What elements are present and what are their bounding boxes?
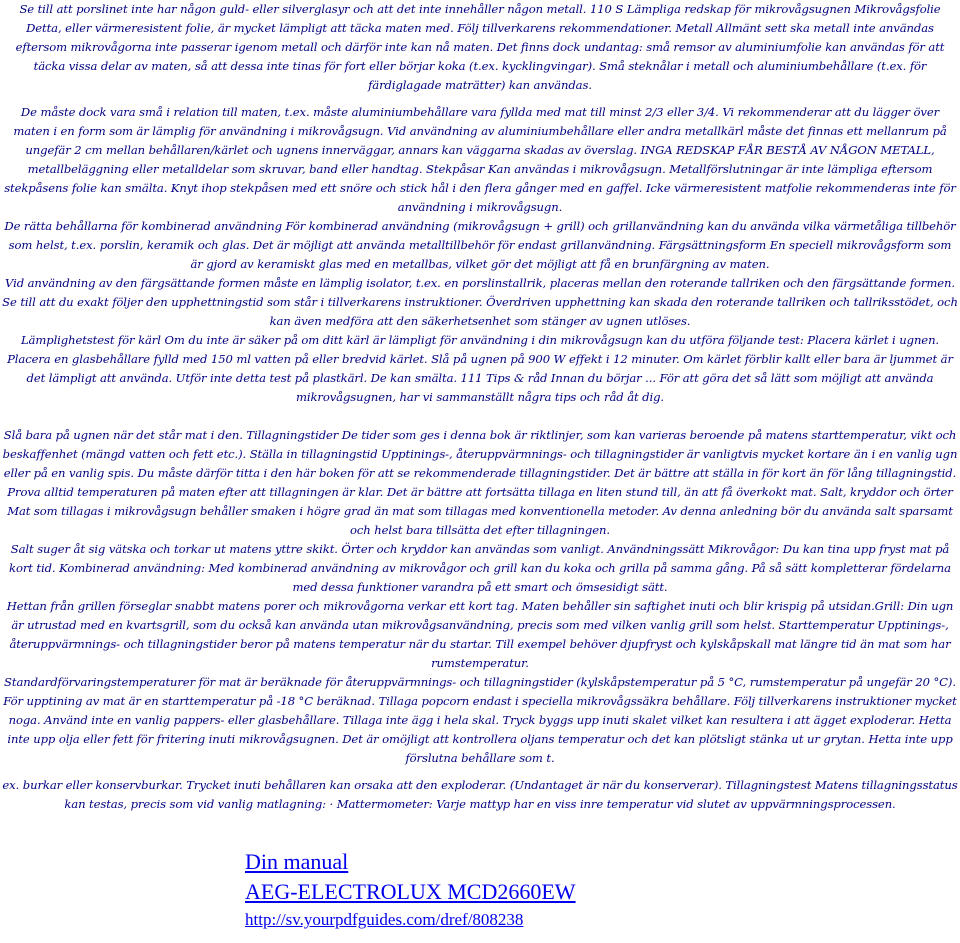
paragraph-temperatures: Standardförvaringstemperaturer för mat är beräknade för återuppvärmnings- och tillagningstider (kylskåpstemperatur på 5 °C, rumstemperatur på ungefär 20 °C). För upptining av mat är en starttemperatur på -18 °C beräknad. Tillaga popcorn endast i speciella mikrovågssäkra behållare. Följ tillverkarens instruktioner mycket noga. Använd inte en vanlig pappers- eller glasbehållare. Tillaga inte ägg i hela skal. Tryck byggs upp inuti skalet vilket kan resultera i att ägget exploderar. Hetta inte upp olja eller fett för fritering inuti mikrovågsugnen. Det är omöjligt att kontrollera oljans temperatur och det kan plötsligt stänka ut ur grytan. Hetta inte upp förslutna behållare som t. bbox=[3, 675, 957, 765]
paragraph-combined-containers: De rätta behållarna för kombinerad användning För kombinerad användning (mikrovågsugn + grill) och grillanvändning kan du använda vilka värmetåliga tillbehör som helst, t.ex. porslin, keramik och glas. Det är möjligt att använda metalltillbehör för endast grillanvändning. Färgsättningsform En speciell mikrovågsform som är gjord av keramiskt glas med en metallbas, vilket gör det möjligt att få en brunfärgning av maten. bbox=[4, 219, 956, 271]
paragraph-cooking-test: ex. burkar eller konservburkar. Trycket inuti behållaren kan orsaka att den exploderar. (Undantaget är när du konserverar). Tillagningstest Matens tillagningsstatus kan testas, precis som vid vanlig matlagning: · Mattermometer: Varje mattyp har en viss inre temperatur vid slutet av uppvärmningsprocessen. bbox=[2, 778, 958, 811]
paragraph-salt-modes: Salt suger åt sig vätska och torkar ut matens yttre skikt. Örter och kryddor kan användas som vanligt. Användningssätt Mikrovågor: Du kan tina upp fryst mat på kort tid. Kombinerad användning: Med kombinerad användning av mikrovågor och grill kan du koka och grilla på samma gång. På så sätt kompletterar fördelarna med dessa funktioner varandra på ett smart och ömsesidigt sätt. bbox=[9, 542, 951, 594]
source-url-link[interactable]: http://sv.yourpdfguides.com/dref/808238 bbox=[245, 910, 524, 929]
paragraph-intro: Se till att porslinet inte har någon guld- eller silverglasyr och att det inte innehåller någon metall. 110 S Lämpliga redskap för mikrovågsugnen Mikrovågsfolie Detta, eller värmeresistent folie, är mycket lämpligt att täcka maten med. Följ tillverkarens rekommendationer. Metall Allmänt sett ska metall inte användas eftersom mikrovågorna inte passerar igenom metall och därför inte kan nå maten. Det finns dock undantag: små remsor av aluminiumfolie kan användas för att täcka vissa delar av maten, så att dessa inte tinas för fort eller börjar koka (t.ex. kycklingvingar). Små steknålar i metall och aluminiumbehållare (t.ex. för färdiglagade maträtter) kan användas. bbox=[15, 2, 945, 92]
paragraph-grill: Hettan från grillen förseglar snabbt matens porer och mikrovågorna verkar ett kort tag. Maten behåller sin saftighet inuti och blir krispig på utsidan.Grill: Din ugn är utrustad med en kvartsgrill, som du också kan använda utan mikrovågsanvändning, precis som med vilken vanlig grill som helst. Starttemperatur Upptinings-, återuppvärmnings- och tillagningstider beror på matens temperatur när du startar. Till exempel behöver djupfryst och kylskåpskall mat längre tid än mat som har rumstemperatur. bbox=[6, 599, 954, 670]
paragraph-cooking-times: Slå bara på ugnen när det står mat i den. Tillagningstider De tider som ges i denna bok är riktlinjer, som kan varieras beroende på matens starttemperatur, vikt och beskaffenhet (mängd vatten och fett etc.). Ställa in tillagningstid Upptinings-, återuppvärmnings- och tillagningstider är vanligtvis mycket kortare än i en vanlig ugn eller på en vanlig spis. Du måste därför titta i den här boken för att se rekommenderade tillagningstider. Det är bättre att ställa in för kort än för lång tillagningstid. Prova alltid temperaturen på maten efter att tillagningen är klar. Det är bättre att fortsätta tillaga en liten stund till, än att få överkokt mat. Salt, kryddor och örter Mat som tillagas i mikrovågsugn behåller smaken i högre grad än mat som tillagas med konventionella metoder. Av denna anledning bör du använda salt sparsamt och helst bara tillsätta det efter tillagningen. bbox=[2, 428, 958, 537]
paragraph-metal-rules: De måste dock vara små i relation till maten, t.ex. måste aluminiumbehållare vara fyllda med mat till minst 2/3 eller 3/4. Vi rekommenderar att du lägger över maten i en form som är lämplig för användning i mikrovågsugn. Vid användning av aluminiumbehållare eller andra metallkärl måste det finnas ett mellanrum på ungefär 2 cm mellan behållaren/kärlet och ugnens innerväggar, annars kan väggarna skadas av överslag. INGA REDSKAP FÅR BESTÅ AV NÅGON METALL, metallbeläggning eller metalldelar som skruvar, band eller handtag. Stekpåsar Kan användas i mikrovågsugn. Metallförslutningar är inte lämpliga eftersom stekpåsens folie kan smälta. Knyt ihop stekpåsen med ett snöre och stick hål i den flera gånger med en gaffel. Icke värmeresistent matfolie rekommenderas inte för användning i mikrovågsugn. bbox=[4, 105, 956, 214]
paragraph-suitability-test: Lämplighetstest för kärl Om du inte är säker på om ditt kärl är lämpligt för användning i din mikrovågsugn kan du utföra följande test: Placera kärlet i ugnen. Placera en glasbehållare fylld med 150 ml vatten på eller bredvid kärlet. Slå på ugnen på 900 W effekt i 12 minuter. Om kärlet förblir kallt eller bara är ljummet är det lämpligt att använda. Utför inte detta test på plastkärl. De kan smälta. 111 Tips & råd Innan du börjar ... För att göra det så lätt som möjligt att använda mikrovågsugnen, har vi sammanställt några tips och råd åt dig. bbox=[7, 333, 953, 404]
manual-link[interactable]: Din manual bbox=[245, 849, 349, 874]
paragraph-browning-form: Vid användning av den färgsättande formen måste en lämplig isolator, t.ex. en porslinstallrik, placeras mellan den roterande tallriken och den färgsättande formen. Se till att du exakt följer den upphettningstid som står i tillverkarens instruktioner. Överdriven upphettning kan skada den roterande tallriken och tallriksstödet, och kan även medföra att den säkerhetsenhet som stänger av ugnen utlöses. bbox=[2, 276, 958, 328]
product-link[interactable]: AEG-ELECTROLUX MCD2660EW bbox=[245, 879, 576, 904]
footer-links bbox=[245, 848, 576, 932]
